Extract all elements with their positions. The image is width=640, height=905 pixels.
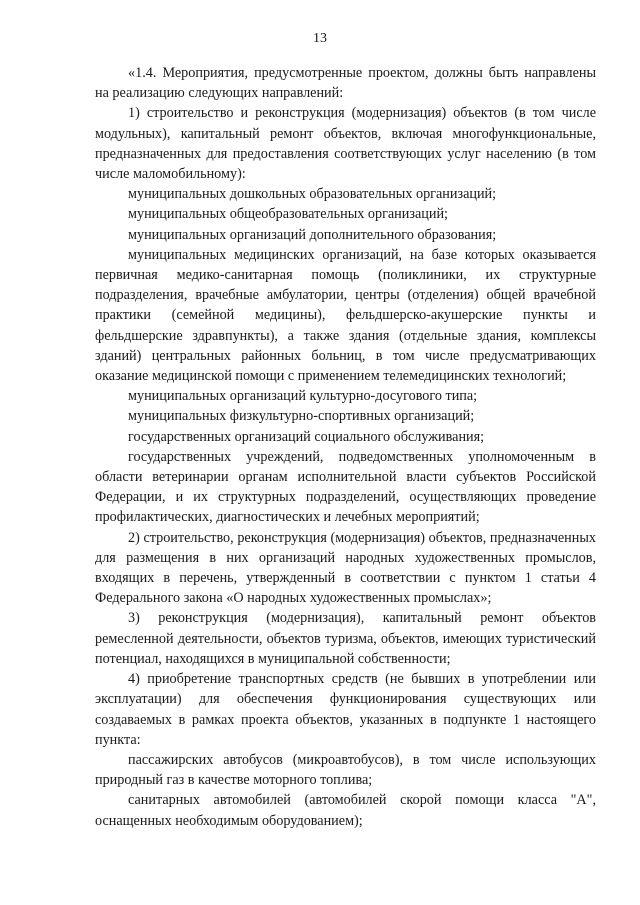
- list-item: муниципальных организаций дополнительного образования;: [128, 226, 497, 243]
- list-item: муниципальных дошкольных образовательных организаций;: [128, 186, 497, 203]
- list-item: государственных учреждений, подведомственных уполномоченным в области ветеринарии органам исполнительной власти субъектов Российской Федерации, и их структурных подразделений, осуществляющих проведение профилактических, диагностических и лечебных мероприятий;: [95, 448, 596, 526]
- list-item: муниципальных организаций культурно-досугового типа;: [128, 388, 478, 405]
- list-item: муниципальных физкультурно-спортивных организаций;: [128, 408, 475, 425]
- paragraph-item-3: 3) реконструкция (модернизация), капитальный ремонт объектов ремесленной деятельности, объектов туризма, объектов, имеющих туристический потенциал, находящихся в муниципальной собственности;: [95, 610, 596, 667]
- paragraph-item-2: 2) строительство, реконструкция (модернизация) объектов, предназначенных для размещения в них организаций народных художественных промыслов, входящих в перечень, утвержденный в соответствии с пунктом 1 статьи 4 Федерального закона «О народных художественных промыслах»;: [95, 529, 596, 607]
- paragraph-item-4: 4) приобретение транспортных средств (не бывших в употреблении или эксплуатации) для обеспечения функционирования существующих или создаваемых в рамках проекта объектов, указанных в подпункте 1 настоящего пункта:: [95, 671, 596, 748]
- paragraph-intro: «1.4. Мероприятия, предусмотренные проектом, должны быть направлены на реализацию следующих направлений:: [95, 65, 596, 102]
- list-item: муниципальных медицинских организаций, на базе которых оказывается первичная медико-санитарная помощь (поликлиники, их структурные подразделения, врачебные амбулатории, центры (отделения) общей врачебной практики (семейной медицины), фельдшерско-акушерские пункты и фельдшерские здравпункты), а также здания (отдельные здания, комплексы зданий) центральных районных больниц, в том числе предусматривающих оказание медицинской помощи с применением телемедицинских технологий;: [95, 246, 596, 385]
- list-item: государственных организаций социального обслуживания;: [128, 428, 485, 445]
- document-body: [95, 63, 596, 831]
- page-number: 13: [313, 31, 327, 46]
- list-item: пассажирских автобусов (микроавтобусов), в том числе использующих природный газ в качестве моторного топлива;: [95, 751, 596, 789]
- list-item: муниципальных общеобразовательных организаций;: [128, 206, 448, 223]
- paragraph-item-1: 1) строительство и реконструкция (модернизация) объектов (в том числе модульных), капитальный ремонт объектов, включая многофункциональные, предназначенных для предоставления соответствующих услуг населению (в том числе маломобильному):: [95, 105, 596, 183]
- list-item: санитарных автомобилей (автомобилей скорой помощи класса "А", оснащенных необходимым оборудованием);: [95, 792, 596, 829]
